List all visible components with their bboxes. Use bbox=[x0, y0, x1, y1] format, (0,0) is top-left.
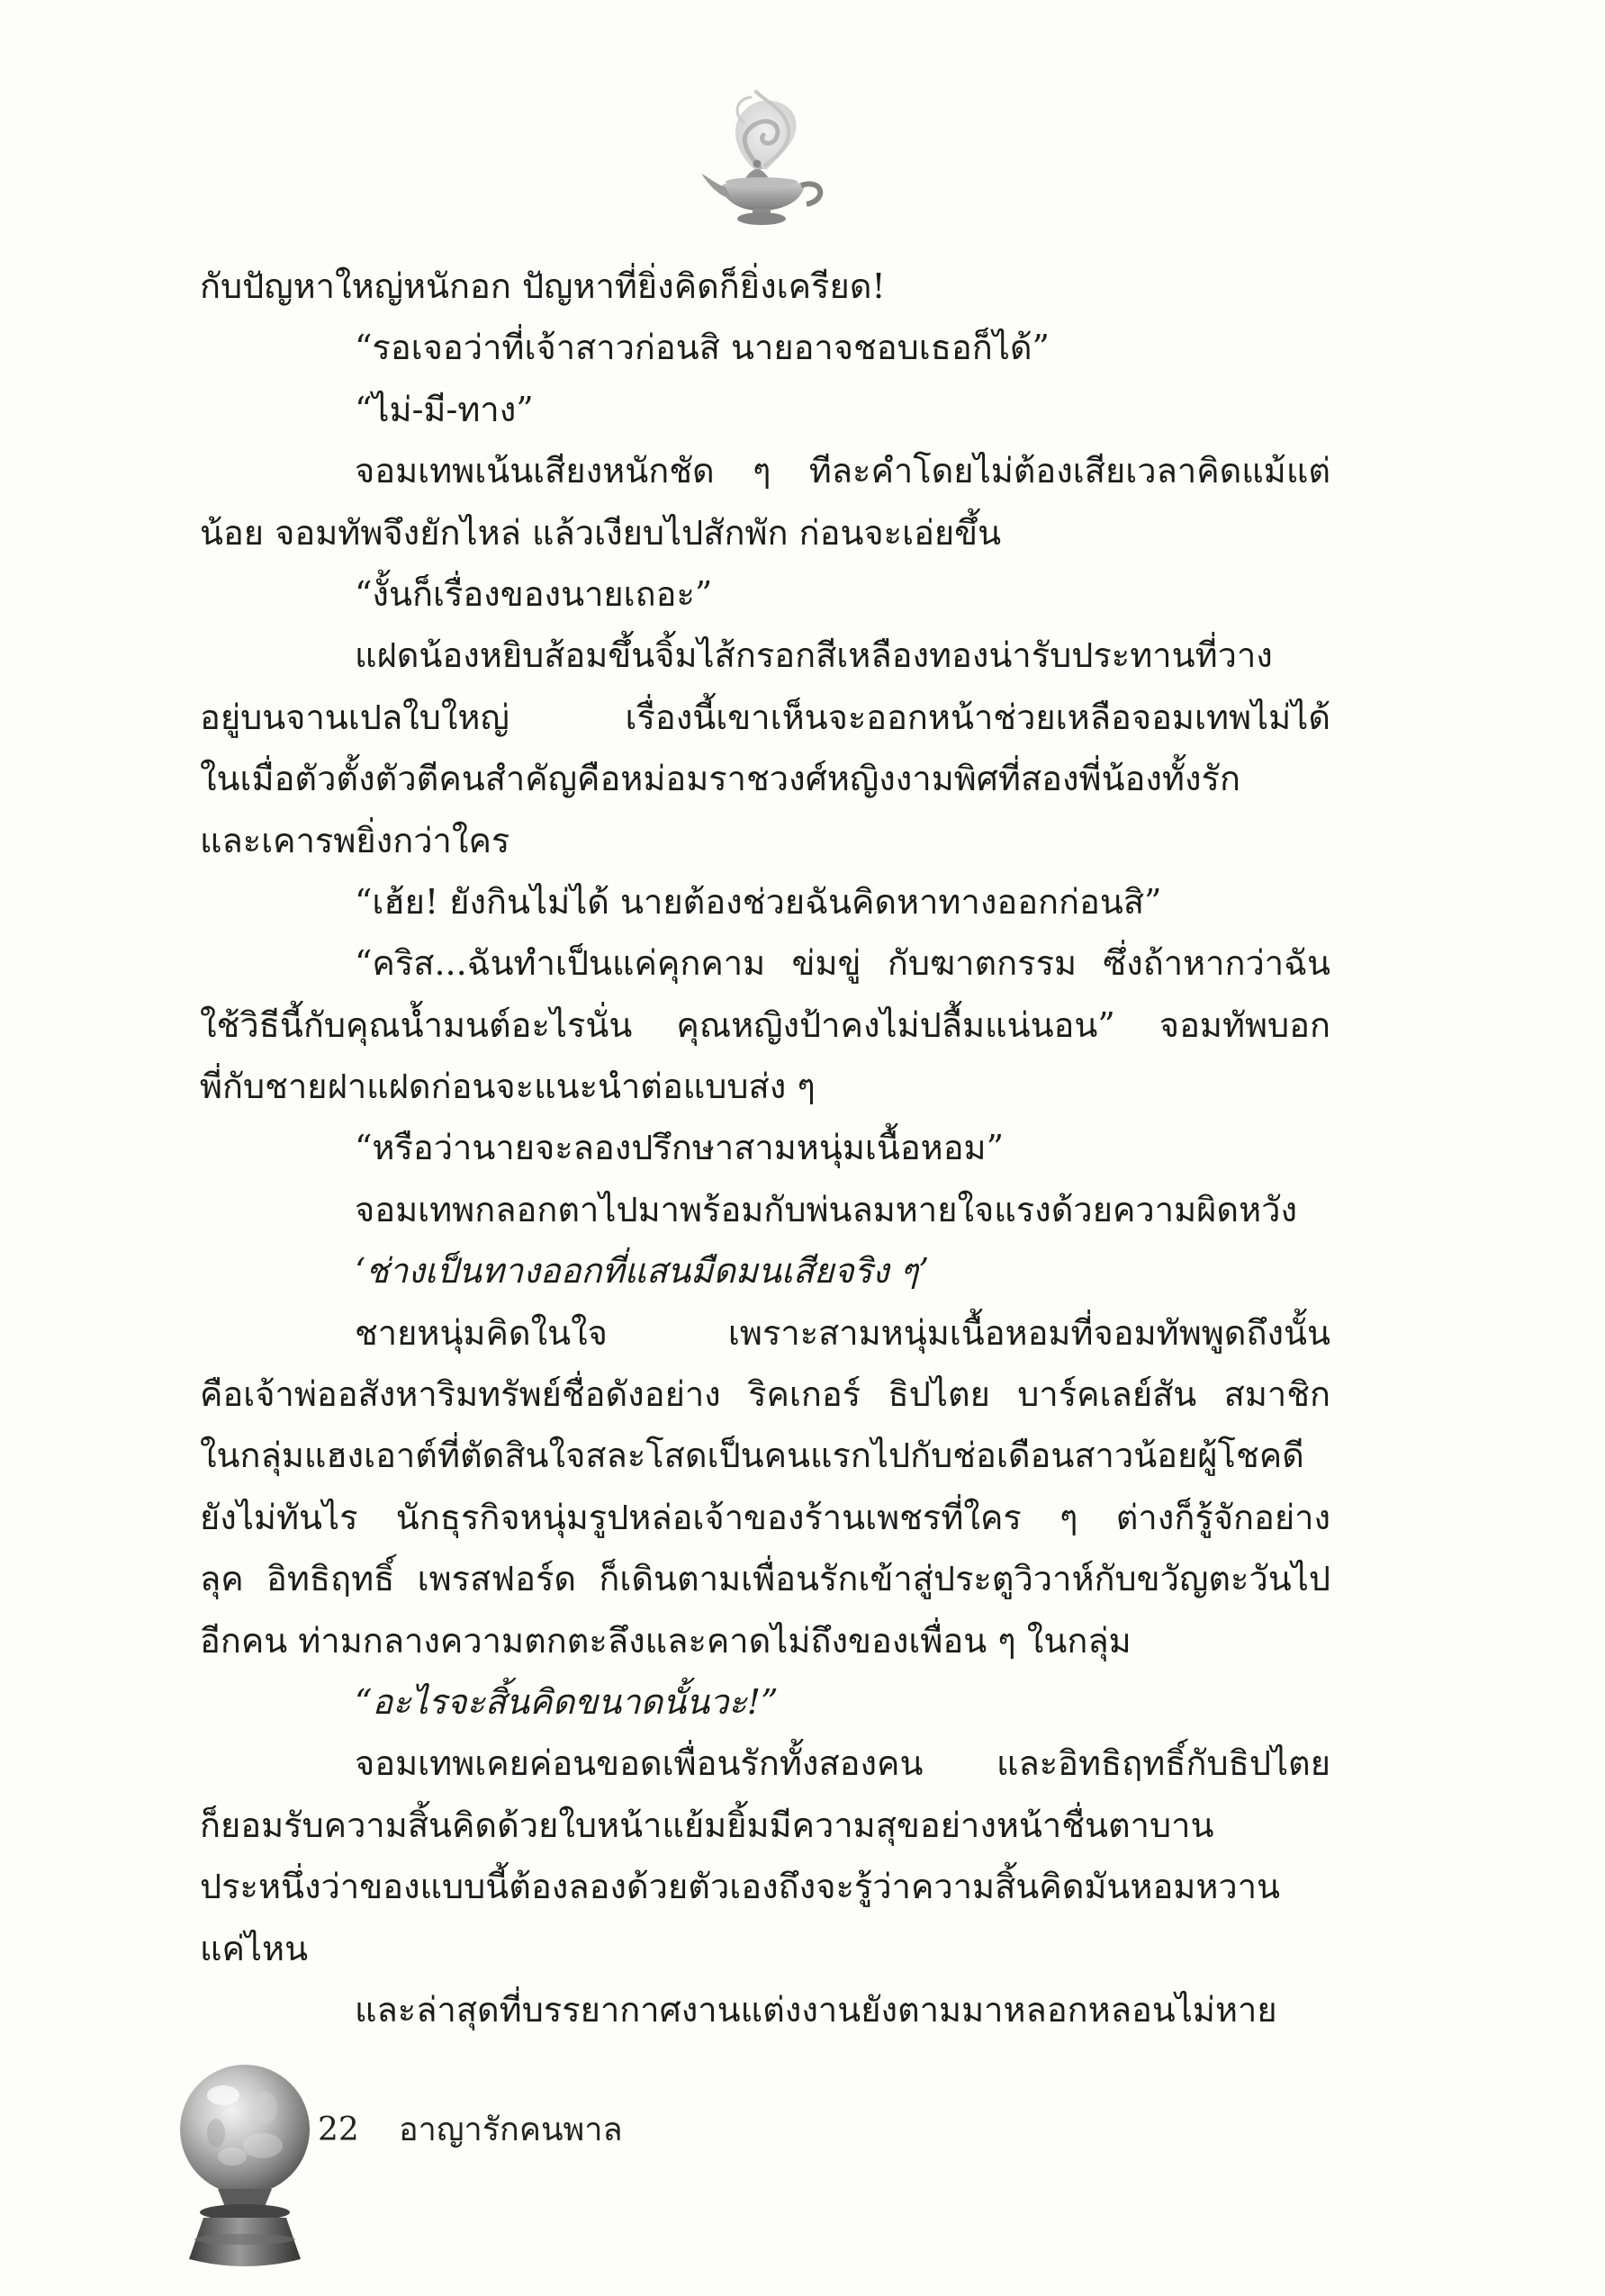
text-line: อยู่บนจานเปลใบใหญ่ เรื่องนี้เขาเห็นจะออกหน้าช่วยเหลือจอมเทพไม่ได้ bbox=[200, 697, 1330, 737]
page-number: 22 bbox=[318, 2111, 359, 2148]
paragraph bbox=[200, 1117, 1330, 1178]
paragraph bbox=[200, 871, 1330, 932]
text-line: จอมเทพเน้นเสียงหนักชัด ๆ ทีละคำโดยไม่ต้องเสียเวลาคิดแม้แต่ bbox=[355, 451, 1330, 491]
paragraph bbox=[200, 625, 1330, 871]
lamp-lid bbox=[745, 169, 769, 178]
text-line: ลุค อิทธิฤทธิ์ เพรสฟอร์ด ก็เดินตามเพื่อนรักเข้าสู่ประตูวิวาห์กับขวัญตะวันไป bbox=[200, 1559, 1330, 1599]
text-line: อีกคน ท่ามกลางความตกตะลึงและคาดไม่ถึงของเพื่อน ๆ ในกลุ่ม bbox=[200, 1620, 1132, 1661]
text-line: “คริส...ฉันทำเป็นแค่คุกคาม ข่มขู่ กับฆาตกรรม ซึ่งถ้าหากว่าฉัน bbox=[355, 943, 1330, 984]
lamp-handle bbox=[801, 184, 820, 204]
text-line: “งั้นก็เรื่องของนายเถอะ” bbox=[355, 573, 713, 614]
paragraph bbox=[200, 1240, 1330, 1301]
genie-lamp-icon bbox=[700, 86, 828, 229]
text-line: ‘ช่างเป็นทางออกที่แสนมืดมนเสียจริง ๆ’ bbox=[355, 1251, 930, 1292]
text-line: ประหนึ่งว่าของแบบนี้ต้องลองด้วยตัวเองถึงจะรู้ว่าความสิ้นคิดมันหอมหวาน bbox=[200, 1867, 1281, 1907]
paragraph bbox=[200, 1733, 1330, 1979]
text-line: “หรือว่านายจะลองปรึกษาสามหนุ่มเนื้อหอม” bbox=[355, 1128, 1005, 1168]
paragraph bbox=[200, 440, 1330, 563]
paragraph bbox=[200, 1179, 1330, 1240]
text-line: “ไม่-มี-ทาง” bbox=[355, 389, 534, 429]
lamp-foot bbox=[737, 212, 786, 225]
crystal-ball-icon bbox=[176, 2039, 313, 2272]
paragraph bbox=[200, 1671, 1330, 1733]
text-line: และล่าสุดที่บรรยากาศงานแต่งงานยังตามมาหลอกหลอนไม่หาย bbox=[355, 1989, 1277, 2030]
text-line: น้อย จอมทัพจึงยักไหล่ แล้วเงียบไปสักพัก ก่อนจะเอ่ยขึ้น bbox=[200, 512, 1002, 553]
body-text bbox=[200, 256, 1330, 2040]
crystal-ball-highlight bbox=[207, 2085, 239, 2105]
text-line: ชายหนุ่มคิดในใจ เพราะสามหนุ่มเนื้อหอมที่จอมทัพพูดถึงนั้น bbox=[355, 1312, 1330, 1353]
text-line: ยังไม่ทันไร นักธุรกิจหนุ่มรูปหล่อเจ้าของร้านเพชรที่ใคร ๆ ต่างก็รู้จักอย่าง bbox=[200, 1497, 1330, 1537]
paragraph bbox=[200, 1979, 1330, 2040]
text-line: “อะไรจะสิ้นคิดขนาดนั้นวะ!” bbox=[355, 1681, 779, 1722]
text-line: จอมเทพเคยค่อนขอดเพื่อนรักทั้งสองคน และอิทธิฤทธิ์กับธิปไตย bbox=[355, 1743, 1330, 1784]
text-line: “รอเจอว่าที่เจ้าสาวก่อนสิ นายอาจชอบเธอก็ได้” bbox=[355, 328, 1050, 368]
text-line: จอมเทพกลอกตาไปมาพร้อมกับพ่นลมหายใจแรงด้วยความผิดหวัง bbox=[355, 1189, 1298, 1229]
paragraph bbox=[200, 256, 1330, 317]
text-line: ในกลุ่มแฮงเอาต์ที่ตัดสินใจสละโสดเป็นคนแรกไปกับช่อเดือนสาวน้อยผู้โชคดี bbox=[200, 1436, 1304, 1476]
paragraph bbox=[200, 932, 1330, 1117]
text-line: คือเจ้าพ่ออสังหาริมทรัพย์ชื่อดังอย่าง ริคเกอร์ ธิปไตย บาร์คเลย์สัน สมาชิก bbox=[200, 1374, 1330, 1415]
crystal-ball-sphere bbox=[180, 2065, 310, 2194]
paragraph bbox=[200, 317, 1330, 378]
paragraph bbox=[200, 1302, 1330, 1671]
text-line: แฝดน้องหยิบส้อมขึ้นจิ้มไส้กรอกสีเหลืองทองน่ารับประทานที่วาง bbox=[355, 635, 1273, 676]
text-line: แค่ไหน bbox=[200, 1928, 309, 1968]
text-line: ในเมื่อตัวตั้งตัวตีคนสำคัญคือหม่อมราชวงศ์หญิงงามพิศที่สองพี่น้องทั้งรัก bbox=[200, 759, 1240, 799]
paragraph bbox=[200, 563, 1330, 625]
text-line: พี่กับชายฝาแฝดก่อนจะแนะนำต่อแบบส่ง ๆ bbox=[200, 1067, 816, 1107]
text-line: กับปัญหาใหญ่หนักอก ปัญหาที่ยิ่งคิดก็ยิ่งเครียด! bbox=[200, 266, 886, 306]
paragraph bbox=[200, 379, 1330, 440]
text-line: ใช้วิธีนี้กับคุณน้ำมนต์อะไรนั่น คุณหญิงป้าคงไม่ปลื้มแน่นอน” จอมทัพบอก bbox=[200, 1004, 1330, 1045]
text-line: ก็ยอมรับความสิ้นคิดด้วยใบหน้าแย้มยิ้มมีความสุขอย่างหน้าชื่นตาบาน bbox=[200, 1805, 1214, 1845]
text-line: และเคารพยิ่งกว่าใคร bbox=[200, 820, 510, 860]
book-title: อาญารักคนพาล bbox=[399, 2111, 623, 2148]
text-line: “เฮ้ย! ยังกินไม่ได้ นายต้องช่วยฉันคิดหาทางออกก่อนสิ” bbox=[355, 881, 1162, 922]
